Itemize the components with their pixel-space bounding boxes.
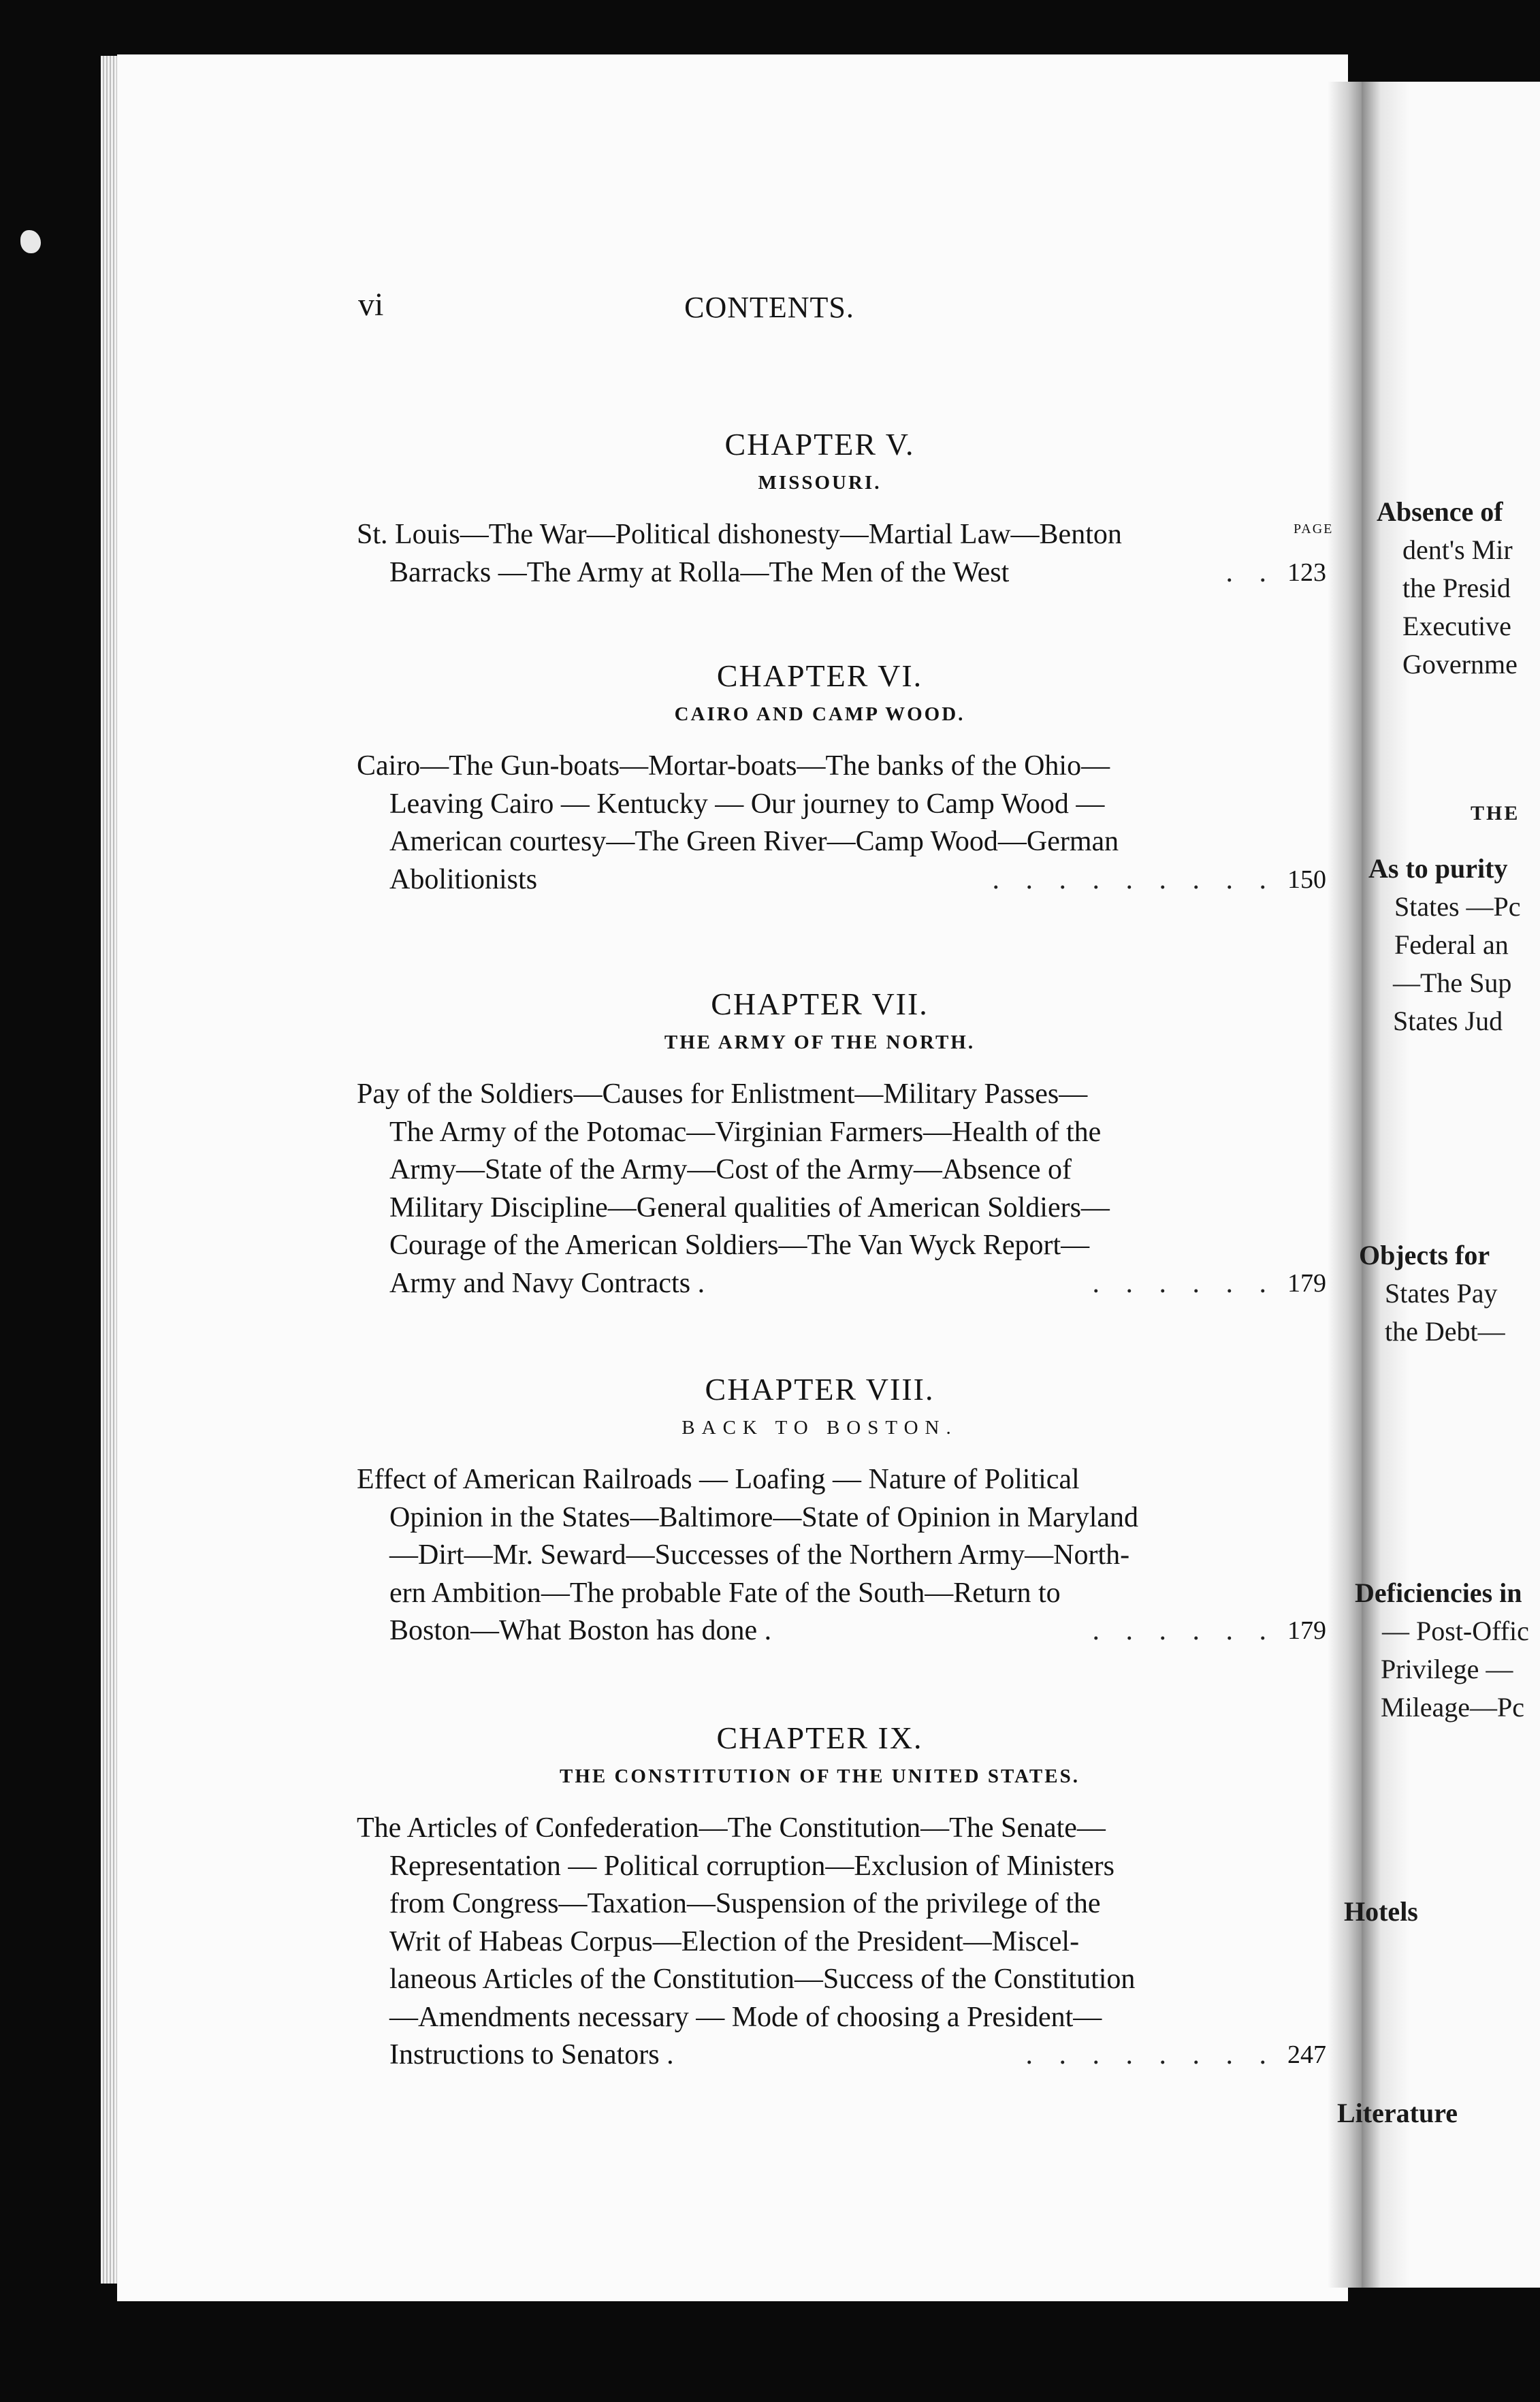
summary-line: Barracks —The Army at Rolla—The Men of the West . . 123: [357, 554, 1283, 592]
chapter-title: CHAPTER V.: [724, 427, 915, 462]
chapter-title: CHAPTER IX.: [716, 1720, 923, 1755]
facing-line: THE: [1471, 802, 1520, 824]
running-head: CONTENTS.: [684, 291, 854, 324]
facing-line: States Jud: [1393, 1006, 1503, 1036]
facing-line: States Pay: [1385, 1278, 1498, 1309]
page-ref: 123: [1287, 558, 1326, 587]
chapter-title: CHAPTER VIII.: [705, 1372, 935, 1407]
summary-line: Pay of the Soldiers—Causes for Enlistment—Military Passes—: [357, 1078, 1088, 1110]
summary-line: from Congress—Taxation—Suspension of the privilege of the: [389, 1888, 1101, 1919]
chapter-vi: [357, 655, 1326, 899]
chapter-title: CHAPTER VII.: [711, 987, 929, 1021]
facing-line: — Post-Offic: [1382, 1616, 1529, 1646]
facing-line: —The Sup: [1393, 967, 1512, 998]
page-ref: 179: [1287, 1616, 1326, 1645]
summary-line: Effect of American Railroads — Loafing — Nature of Political: [357, 1464, 1080, 1495]
summary-line: —Amendments necessary — Mode of choosing a President—: [389, 2001, 1102, 2033]
facing-page: [1337, 82, 1540, 2288]
chapter-viii: [357, 1368, 1326, 1650]
summary-line: The Army of the Potomac—Virginian Farmers—Health of the: [389, 1116, 1102, 1148]
facing-line: Executive: [1402, 611, 1511, 641]
chapter-title: CHAPTER VI.: [716, 658, 923, 693]
chapter-summary: [357, 1461, 1326, 1650]
summary-line: Army and Navy Contracts . . . . . . . 179: [357, 1265, 1283, 1303]
chapter-subtitle: BACK TO BOSTON.: [681, 1417, 958, 1439]
facing-line: Deficiencies in: [1355, 1578, 1522, 1608]
summary-line: Opinion in the States—Baltimore—State of Opinion in Maryland: [389, 1501, 1139, 1533]
summary-line: Courage of the American Soldiers—The Van Wyck Report—: [389, 1230, 1090, 1261]
summary-line: The Articles of Confederation—The Constitution—The Senate—: [357, 1812, 1106, 1844]
facing-line: Privilege —: [1381, 1654, 1513, 1684]
summary-line: —Dirt—Mr. Seward—Successes of the Northern Army—North-: [389, 1539, 1130, 1571]
page-number: vi: [358, 287, 384, 323]
facing-line: the Presid: [1402, 573, 1511, 603]
chapter-summary: [357, 748, 1326, 899]
summary-line: ern Ambition—The probable Fate of the South—Return to: [389, 1577, 1061, 1609]
facing-line: Objects for: [1359, 1240, 1490, 1270]
summary-line: Leaving Cairo — Kentucky — Our journey to Camp Wood —: [389, 788, 1105, 820]
summary-line: American courtesy—The Green River—Camp Wood—German: [389, 826, 1119, 857]
chapter-ix: [357, 1717, 1326, 2075]
page-ref: 247: [1287, 2040, 1326, 2069]
blot: [20, 230, 41, 253]
summary-line: Abolitionists . . . . . . . . . 150: [357, 861, 1283, 899]
chapter-summary: [357, 1076, 1326, 1302]
summary-line: St. Louis—The War—Political dishonesty—Martial Law—Benton: [357, 519, 1122, 550]
facing-line: the Debt—: [1385, 1316, 1505, 1347]
summary-line: Cairo—The Gun-boats—Mortar-boats—The banks of the Ohio—: [357, 750, 1110, 782]
facing-line: dent's Mir: [1402, 534, 1513, 565]
chapter-subtitle: CAIRO AND CAMP WOOD.: [674, 703, 965, 725]
page-ref: 150: [1287, 865, 1326, 894]
chapter-subtitle: THE ARMY OF THE NORTH.: [664, 1031, 976, 1053]
summary-line: laneous Articles of the Constitution—Success of the Constitution: [389, 1964, 1136, 1995]
facing-line: States —Pc: [1394, 891, 1521, 922]
summary-line: Army—State of the Army—Cost of the Army—Absence of: [389, 1154, 1072, 1185]
summary-line: Boston—What Boston has done . . . . . . . 179: [357, 1612, 1283, 1650]
dot-leader: . . . . . . . . .: [992, 863, 1276, 895]
facing-line: Absence of: [1377, 496, 1503, 527]
dot-leader: . .: [1225, 556, 1276, 588]
chapter-subtitle: MISSOURI.: [758, 472, 882, 494]
facing-line: As to purity: [1368, 853, 1508, 884]
page-ref: 179: [1287, 1268, 1326, 1298]
chapter-vii: [357, 983, 1326, 1302]
facing-line: Governme: [1402, 649, 1518, 679]
facing-line: Federal an: [1394, 929, 1509, 960]
summary-line: Instructions to Senators . . . . . . . . . 247: [357, 2036, 1283, 2075]
summary-line: Representation — Political corruption—Exclusion of Ministers: [389, 1850, 1114, 1882]
facing-line: Hotels: [1344, 1896, 1418, 1927]
chapter-summary: [357, 1810, 1326, 2075]
facing-line: Literature: [1337, 2098, 1458, 2128]
summary-line: Military Discipline—General qualities of American Soldiers—: [389, 1191, 1110, 1223]
page-column-label: PAGE: [1294, 522, 1334, 537]
facing-line: Mileage—Pc: [1381, 1692, 1525, 1723]
chapter-subtitle: THE CONSTITUTION OF THE UNITED STATES.: [560, 1765, 1080, 1787]
summary-line: Writ of Habeas Corpus—Election of the President—Miscel-: [389, 1925, 1080, 1957]
dot-leader: . . . . . . . .: [1025, 2039, 1276, 2070]
dot-leader: . . . . . .: [1092, 1267, 1276, 1299]
dot-leader: . . . . . .: [1092, 1615, 1276, 1646]
